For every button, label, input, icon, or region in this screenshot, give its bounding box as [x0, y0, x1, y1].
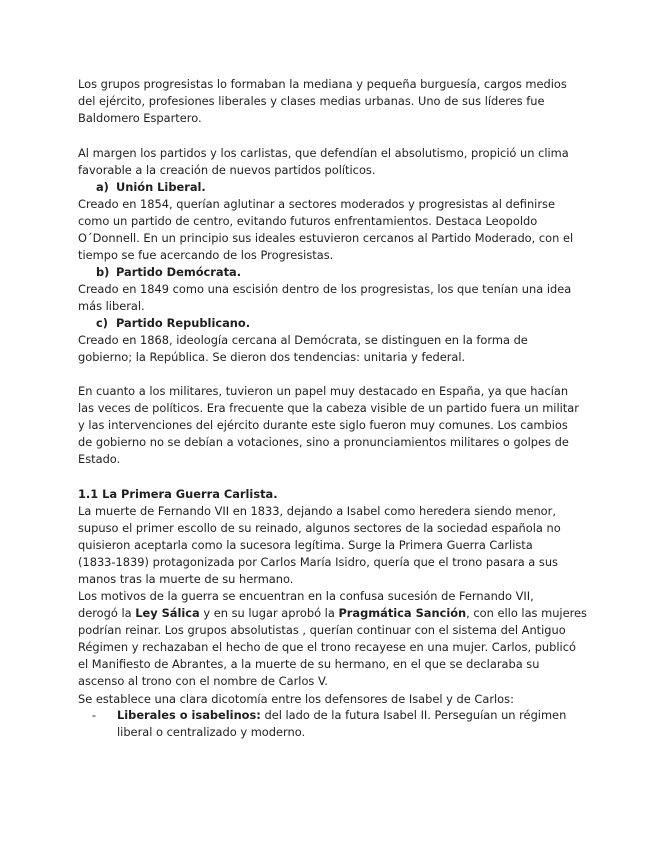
party-name: Partido Republicano. [116, 316, 251, 330]
text-line: ascenso al trono con el nombre de Carlos V. [78, 674, 328, 689]
section-title: 1.1 La Primera Guerra Carlista. [78, 487, 278, 501]
text-line: quisieron aceptarla como la sucesora legítima. Surge la Primera Guerra Carlista [78, 538, 533, 553]
text-line: las veces de políticos. Era frecuente que la cabeza visible de un partido fuera un militar [78, 401, 579, 416]
bullet-marker: - [92, 708, 97, 722]
party-name: Unión Liberal. [116, 180, 206, 194]
paragraph-militares [78, 383, 578, 468]
text-line: La muerte de Fernando VII en 1833, dejando a Isabel como heredera siendo menor, [78, 504, 556, 518]
text-line: Creado en 1868, ideología cercana al Demócrata, se distinguen en la forma de [78, 333, 528, 347]
paragraph-partido-republicano [78, 332, 578, 366]
text-line: del ejército, profesiones liberales y clases medias urbanas. Uno de sus líderes fue [78, 94, 545, 109]
text-line: como un partido de centro, evitando futuros enfrentamientos. Destaca Leopoldo [78, 214, 538, 229]
text-line: Creado en 1854, querían aglutinar a sectores moderados y progresistas al definirse [78, 197, 555, 211]
list-marker: c) [96, 316, 108, 330]
paragraph-nuevos-partidos [78, 145, 578, 179]
bullet-liberales [117, 707, 567, 741]
paragraph-progresistas [78, 76, 578, 127]
liberales-bold: Liberales o isabelinos: [117, 708, 261, 722]
text-line: Baldomero Espartero. [78, 111, 202, 126]
text-line: el Manifiesto de Abrantes, a la muerte de su hermano, en el que se declaraba su [78, 657, 540, 672]
paragraph-union-liberal [78, 196, 578, 264]
heading-union-liberal [96, 179, 206, 196]
text-run: derogó la [78, 606, 136, 621]
text-line: Régimen y rechazaban el hecho de que el trono recayese en una mujer. Carlos, publicó [78, 640, 576, 655]
text-line: (1833-1839) protagonizada por Carlos María Isidro, quería que el trono pasara a sus [78, 555, 558, 570]
text-line: favorable a la creación de nuevos partidos políticos. [78, 163, 376, 178]
paragraph-motivos-guerra [78, 588, 587, 708]
text-line: Al margen los partidos y los carlistas, que defendían el absolutismo, propició un clima [78, 146, 569, 160]
heading-partido-democrata [96, 264, 241, 281]
paragraph-partido-democrata [78, 281, 578, 315]
text-line: y las intervenciones del ejército durante este siglo fueron muy comunes. Los cambios [78, 418, 568, 433]
text-run: y en su lugar aprobó la [199, 606, 339, 621]
text-line: más liberal. [78, 299, 145, 314]
text-line: Se establece una clara dicotomía entre los defensores de Isabel y de Carlos: [78, 691, 514, 706]
list-marker: b) [96, 265, 110, 279]
text-line: O´Donnell. En un principio sus ideales estuvieron cercanos al Partido Moderado, con el [78, 231, 574, 246]
text-line: podrían reinar. Los grupos absolutistas , querían continuar con el sistema del Antiguo [78, 623, 566, 638]
text-line: En cuanto a los militares, tuvieron un papel muy destacado en España, ya que hacían [78, 384, 569, 398]
text-line: tiempo se fue acercando de los Progresistas. [78, 248, 334, 263]
pragmatica-sancion-bold: Pragmática Sanción [338, 606, 467, 621]
text-line: Creado en 1849 como una escisión dentro de los progresistas, los que tenían una idea [78, 282, 572, 296]
text-line: Los motivos de la guerra se encuentran en la confusa sucesión de Fernando VII, [78, 589, 534, 603]
paragraph-fernando-vii [78, 503, 578, 588]
text-run: , con ello las mujeres [466, 606, 587, 621]
text-line: liberal o centralizado y moderno. [117, 725, 306, 740]
party-name: Partido Demócrata. [116, 265, 242, 279]
list-marker: a) [96, 180, 109, 194]
text-line: gobierno; la República. Se dieron dos tendencias: unitaria y federal. [78, 350, 466, 365]
text-line: de gobierno no se debían a votaciones, sino a pronunciamientos militares o golpes de [78, 435, 569, 450]
text-line-mixed [78, 605, 587, 622]
ley-salica-bold: Ley Sálica [135, 606, 200, 621]
text-line: supuso el primer escollo de su reinado, algunos sectores de la sociedad española no [78, 521, 561, 536]
text-run: del lado de la futura Isabel II. Perseguían un régimen [260, 708, 567, 722]
text-line: Los grupos progresistas lo formaban la mediana y pequeña burguesía, cargos medios [78, 77, 567, 91]
heading-partido-republicano [96, 315, 250, 332]
text-line: Estado. [78, 452, 121, 467]
text-line: manos tras la muerte de su hermano. [78, 572, 294, 587]
text-line-mixed [117, 707, 567, 724]
